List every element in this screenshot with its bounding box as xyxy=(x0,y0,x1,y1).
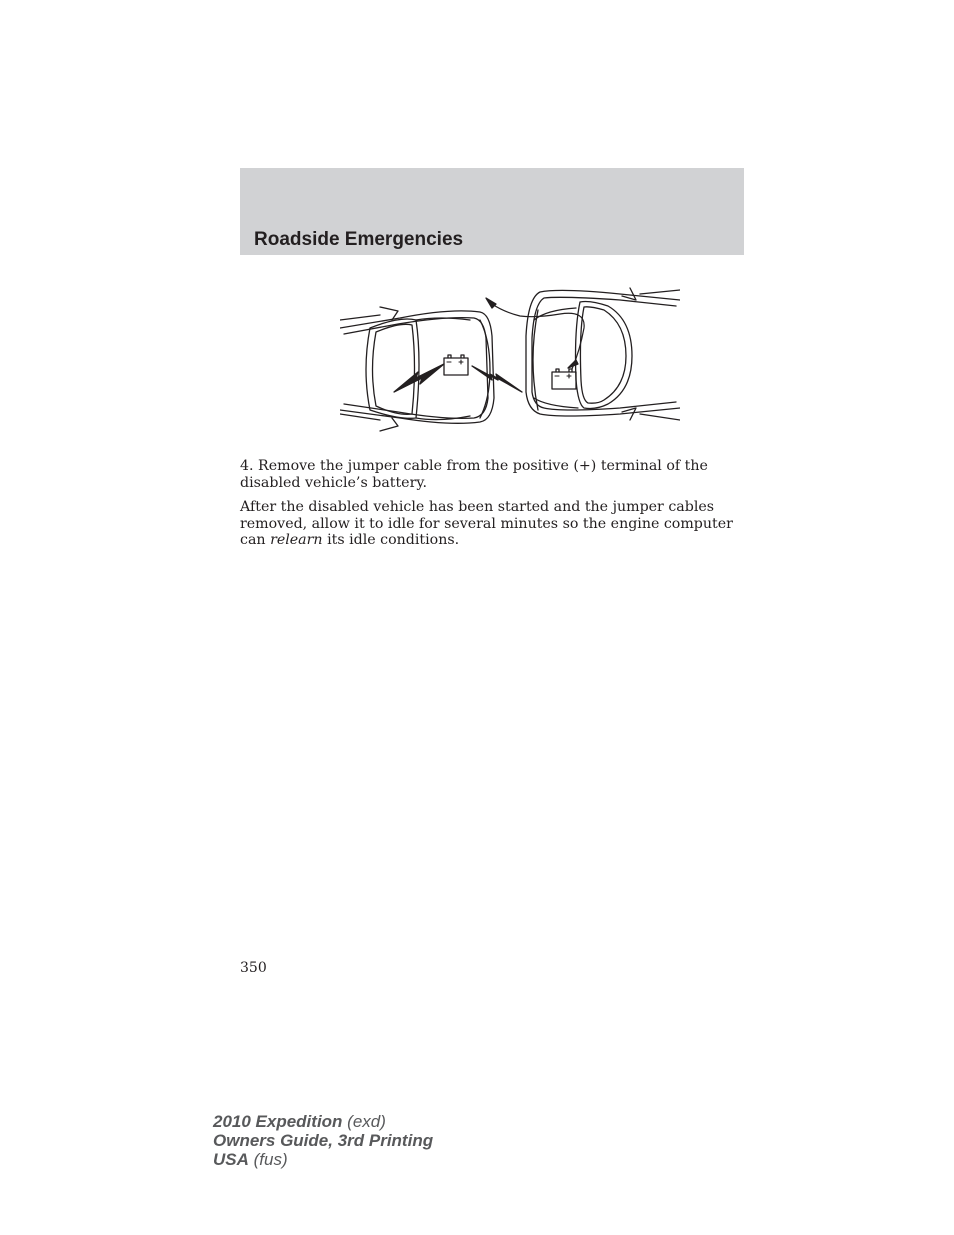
right-vehicle xyxy=(526,288,680,420)
footer xyxy=(213,1112,433,1169)
footer-line-1 xyxy=(213,1112,433,1131)
section-header xyxy=(240,168,744,255)
idle-text-before: After the disabled vehicle has been started and the jumper cables removed, allow it to idle for several minutes so the engine computer can xyxy=(240,499,733,548)
battery-right-icon xyxy=(552,369,576,389)
left-vehicle xyxy=(340,307,494,431)
spark-right-icon xyxy=(472,366,522,392)
footer-market: USA xyxy=(213,1150,249,1169)
idle-relearn-paragraph xyxy=(240,499,744,549)
section-title: Roadside Emergencies xyxy=(254,229,464,250)
body-text xyxy=(240,458,744,557)
battery-left-icon xyxy=(444,355,468,375)
jump-start-illustration xyxy=(340,280,680,440)
idle-text-after: its idle conditions. xyxy=(327,532,460,548)
footer-model-code: (exd) xyxy=(347,1112,386,1131)
footer-line-2: Owners Guide, 3rd Printing xyxy=(213,1131,434,1150)
step-4-paragraph: 4. Remove the jumper cable from the positive (+) terminal of the disabled vehicle’s battery. xyxy=(240,458,708,491)
page-number: 350 xyxy=(240,960,267,976)
footer-line-3 xyxy=(213,1150,433,1169)
relearn-emphasis: relearn xyxy=(270,532,323,548)
footer-model: 2010 Expedition xyxy=(213,1112,343,1131)
footer-market-code: (fus) xyxy=(253,1150,288,1169)
